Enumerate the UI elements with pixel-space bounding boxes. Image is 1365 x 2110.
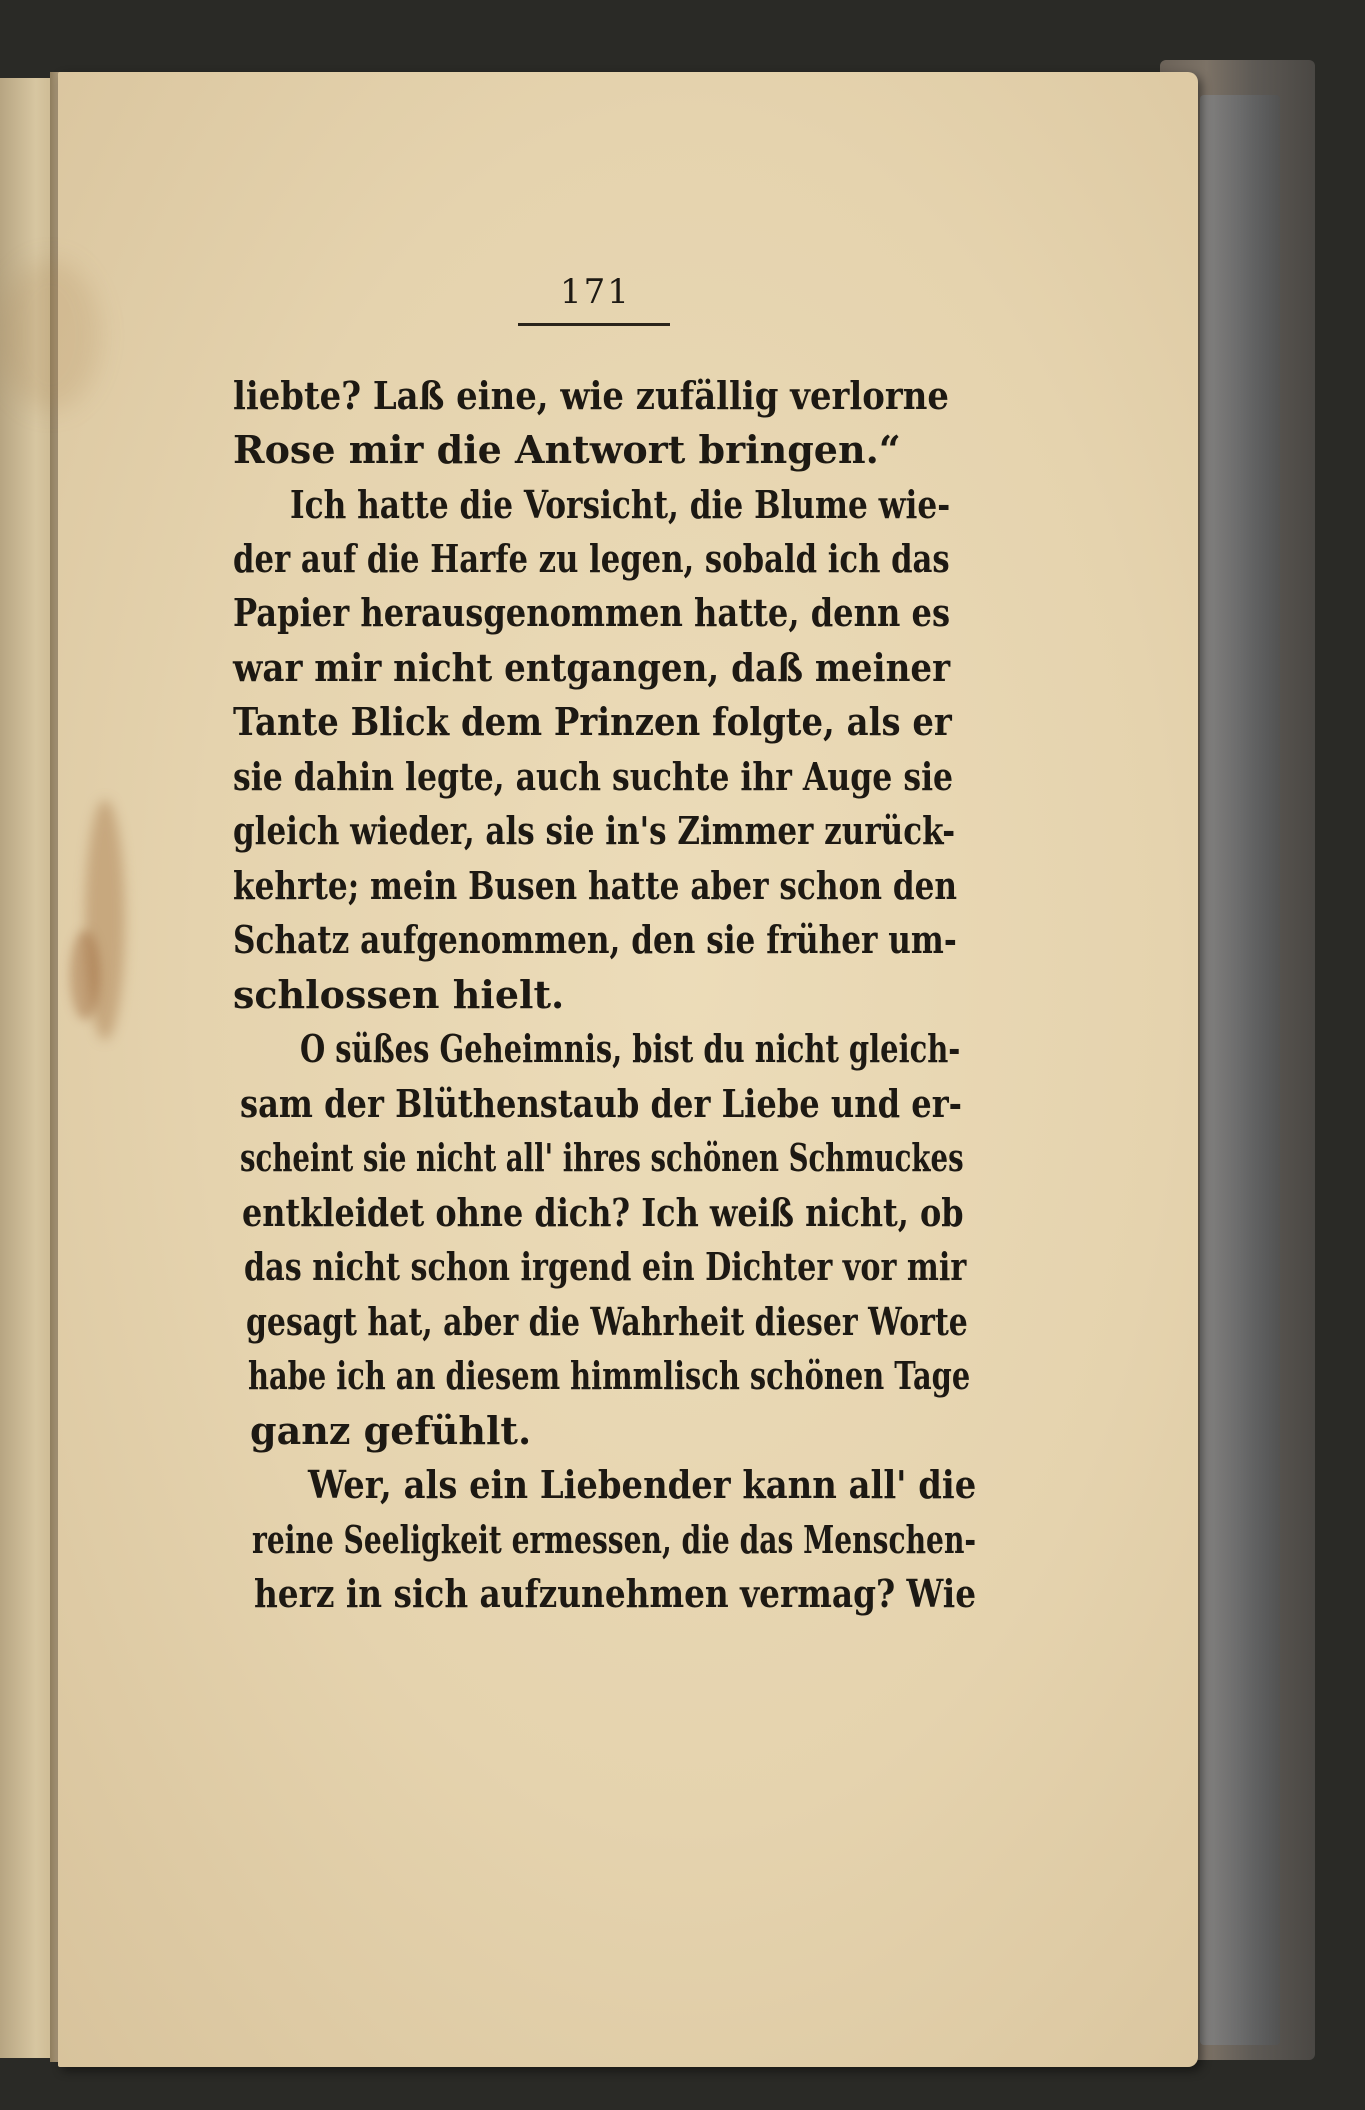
text-line: Wer, als ein Liebender kann all' die [308, 1462, 977, 1507]
text-line: habe ich an diesem himmlisch schönen Tage [248, 1353, 971, 1398]
text-line: das nicht schon irgend ein Dichter vor mir [244, 1244, 967, 1289]
text-line: entkleidet ohne dich? Ich weiß nicht, ob [242, 1190, 964, 1235]
text-line: schlossen hielt. [233, 972, 565, 1017]
text-line: herz in sich aufzunehmen vermag? Wie [254, 1571, 977, 1616]
text-line: O süßes Geheimnis, bist du nicht gleich- [300, 1026, 961, 1071]
text-line: scheint sie nicht all' ihres schönen Schmuckes [240, 1135, 964, 1180]
text-line: sie dahin legte, auch suchte ihr Auge sie [233, 754, 954, 799]
text-line: war mir nicht entgangen, daß meiner [233, 645, 951, 690]
text-line: gesagt hat, aber die Wahrheit dieser Worte [246, 1299, 968, 1344]
header-rule [518, 323, 670, 326]
text-line: ganz gefühlt. [250, 1408, 532, 1453]
text-line: liebte? Laß eine, wie zufällig verlorne [233, 373, 949, 418]
page-stain [0, 260, 100, 410]
text-line: Tante Blick dem Prinzen folgte, als er [233, 699, 952, 744]
page-number: 171 [560, 272, 631, 312]
text-line: sam der Blüthenstaub der Liebe und er- [240, 1081, 962, 1126]
text-line: Papier herausgenommen hatte, denn es [233, 590, 951, 635]
text-line: Ich hatte die Vorsicht, die Blume wie- [290, 482, 951, 527]
text-line: der auf die Harfe zu legen, sobald ich das [233, 536, 950, 581]
text-line: kehrte; mein Busen hatte aber schon den [233, 863, 958, 908]
book-cover-edge [1200, 95, 1280, 2045]
text-line: Rose mir die Antwort bringen.“ [233, 427, 901, 472]
text-line: gleich wieder, als sie in's Zimmer zurück- [233, 808, 956, 853]
text-line: Schatz aufgenommen, den sie früher um- [233, 917, 957, 962]
text-line: reine Seeligkeit ermessen, die das Menschen- [252, 1517, 977, 1562]
page-stain [70, 930, 100, 1020]
